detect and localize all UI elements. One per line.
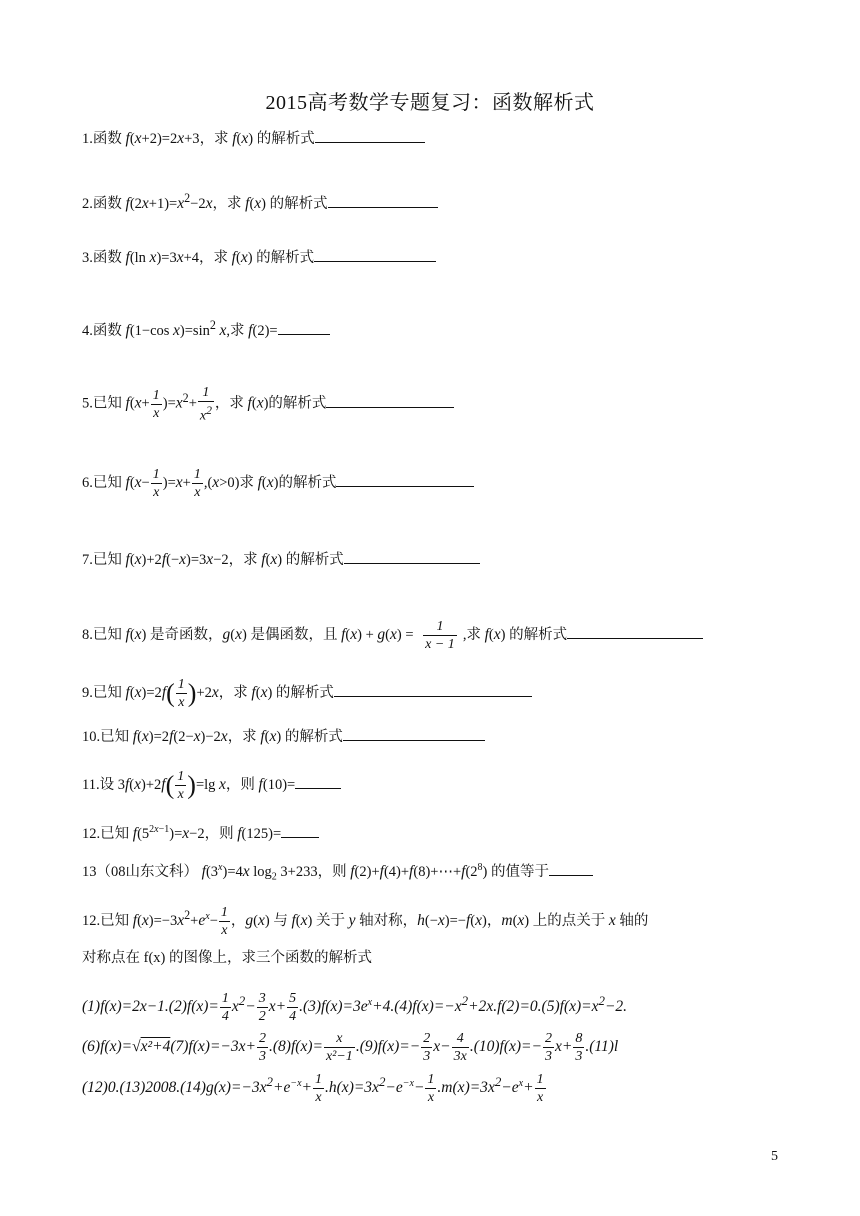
answer-line-2: (6)f(x)=√x²+4(7)f(x)=−3x+ $\frac{2}{3}$ .(8)f(x)= $\frac{x}{\text{x²−1}}$ .(9)f(x)=− $\frac{2}{3}$ x− $\frac{4}{3x}$ .(10)f(x)=− $\frac{2}{3}$ x+ $\frac{8}{3}$ .(11)l xyxy=(82,1031,619,1064)
problem-8: 8.已知 f(x) 是奇函数，g(x) 是偶函数，且 f(x) + g(x) = $\frac{1}{x - 1}$ ,求 f(x) 的解析式 xyxy=(82,618,703,653)
page-number: 5 xyxy=(771,1149,778,1164)
page-title: 2015高考数学专题复习：函数解析式 xyxy=(265,92,595,114)
problem-12: 12.已知 $f(5^{2x-1})=x-2$，则 f(125)= xyxy=(82,820,319,844)
answer-blank[interactable] xyxy=(567,624,703,639)
problem-9: 9.已知 f(x)=2f( $\frac{1}{x}$ )+2x，求 f(x) 的解析式 xyxy=(82,676,532,711)
answer-blank[interactable] xyxy=(281,823,319,838)
answer-blank[interactable] xyxy=(326,393,454,408)
problem-7: 7.已知 f(x)+2f(−x)=3x−2，求 f(x) 的解析式 xyxy=(82,549,480,570)
problem-6: 6.已知 f(x− $\frac{1}{x}$ )=x+ $\frac{1}{x}$ ,(x>0)求 f(x)的解析式 xyxy=(82,466,474,501)
answer-blank[interactable] xyxy=(295,774,341,789)
problem-13: 13（08山东文科） $f(3^x)=4x$ $\log_2 3+233$，则 $f(2)+f(4)+f(8)+\cdots+f(2^8)$ 的值等于 xyxy=(82,858,593,888)
answer-blank[interactable] xyxy=(343,726,485,741)
answer-blank[interactable] xyxy=(334,682,532,697)
problem-11: 11.设 3f(x)+2f( $\frac{1}{x}$ )=lg x，则 f(10)= xyxy=(82,768,341,803)
answer-blank[interactable] xyxy=(278,320,330,335)
answer-blank[interactable] xyxy=(344,549,480,564)
problem-3: 3.函数 f(ln x)=3x+4，求 f(x) 的解析式 xyxy=(82,247,436,268)
problem-10: 10.已知 f(x)=2f(2−x)−2x，求 f(x) 的解析式 xyxy=(82,726,485,747)
problem-5: 5.已知 f(x+ $\frac{1}{x}$ )$=x^2+$ $\frac{1}{x^2}$ ，求 f(x)的解析式 xyxy=(82,384,454,425)
problem-4: 4.函数 f(1−cos $x)=\sin^2$ x,求 f(2)= xyxy=(82,315,330,341)
answer-blank[interactable] xyxy=(549,861,593,876)
answer-line-3: $(12)0.(13)2008.(14)g(x)=-3x^2+e^{-x}+$ $\frac{1}{x}$ $.h(x)=3x^2-e^{-x}-$ $\frac{1}{x}$ $.m(x)=3x^2-e^x+$ $\frac{1}{x}$ xyxy=(82,1072,544,1105)
problem-14-continuation: 对称点在 f(x) 的图像上，求三个函数的解析式 xyxy=(82,950,372,966)
answer-blank[interactable] xyxy=(328,193,438,208)
answer-blank[interactable] xyxy=(314,247,436,262)
problem-2: 2.函数 $f(2x+1)=x^2-2x$，求 f(x) 的解析式 xyxy=(82,188,438,214)
problem-14: 12.已知 $f(x)=-3x^2+e^x-$ $\frac{1}{x}$ ，g(x) 与 f(x) 关于 y 轴对称，h(−x)=−f(x)，m(x) 上的点关于 x 轴的 xyxy=(82,905,649,938)
problem-1: 1.函数 f(x+2)=2x+3，求 f(x) 的解析式 xyxy=(82,128,425,149)
answer-blank[interactable] xyxy=(315,128,425,143)
answer-line-1: (1)f(x)=2x−1.(2)f(x)= $\frac{1}{4}$ $x^2-$ $\frac{3}{2}$ x+ $\frac{5}{4}$ $.(3)f(x)=3e^x+4.(4)f(x)=-x^2+2x.f(2)=0.(5)f(x)=x^2-2$. xyxy=(82,991,628,1024)
answer-blank[interactable] xyxy=(336,472,474,487)
